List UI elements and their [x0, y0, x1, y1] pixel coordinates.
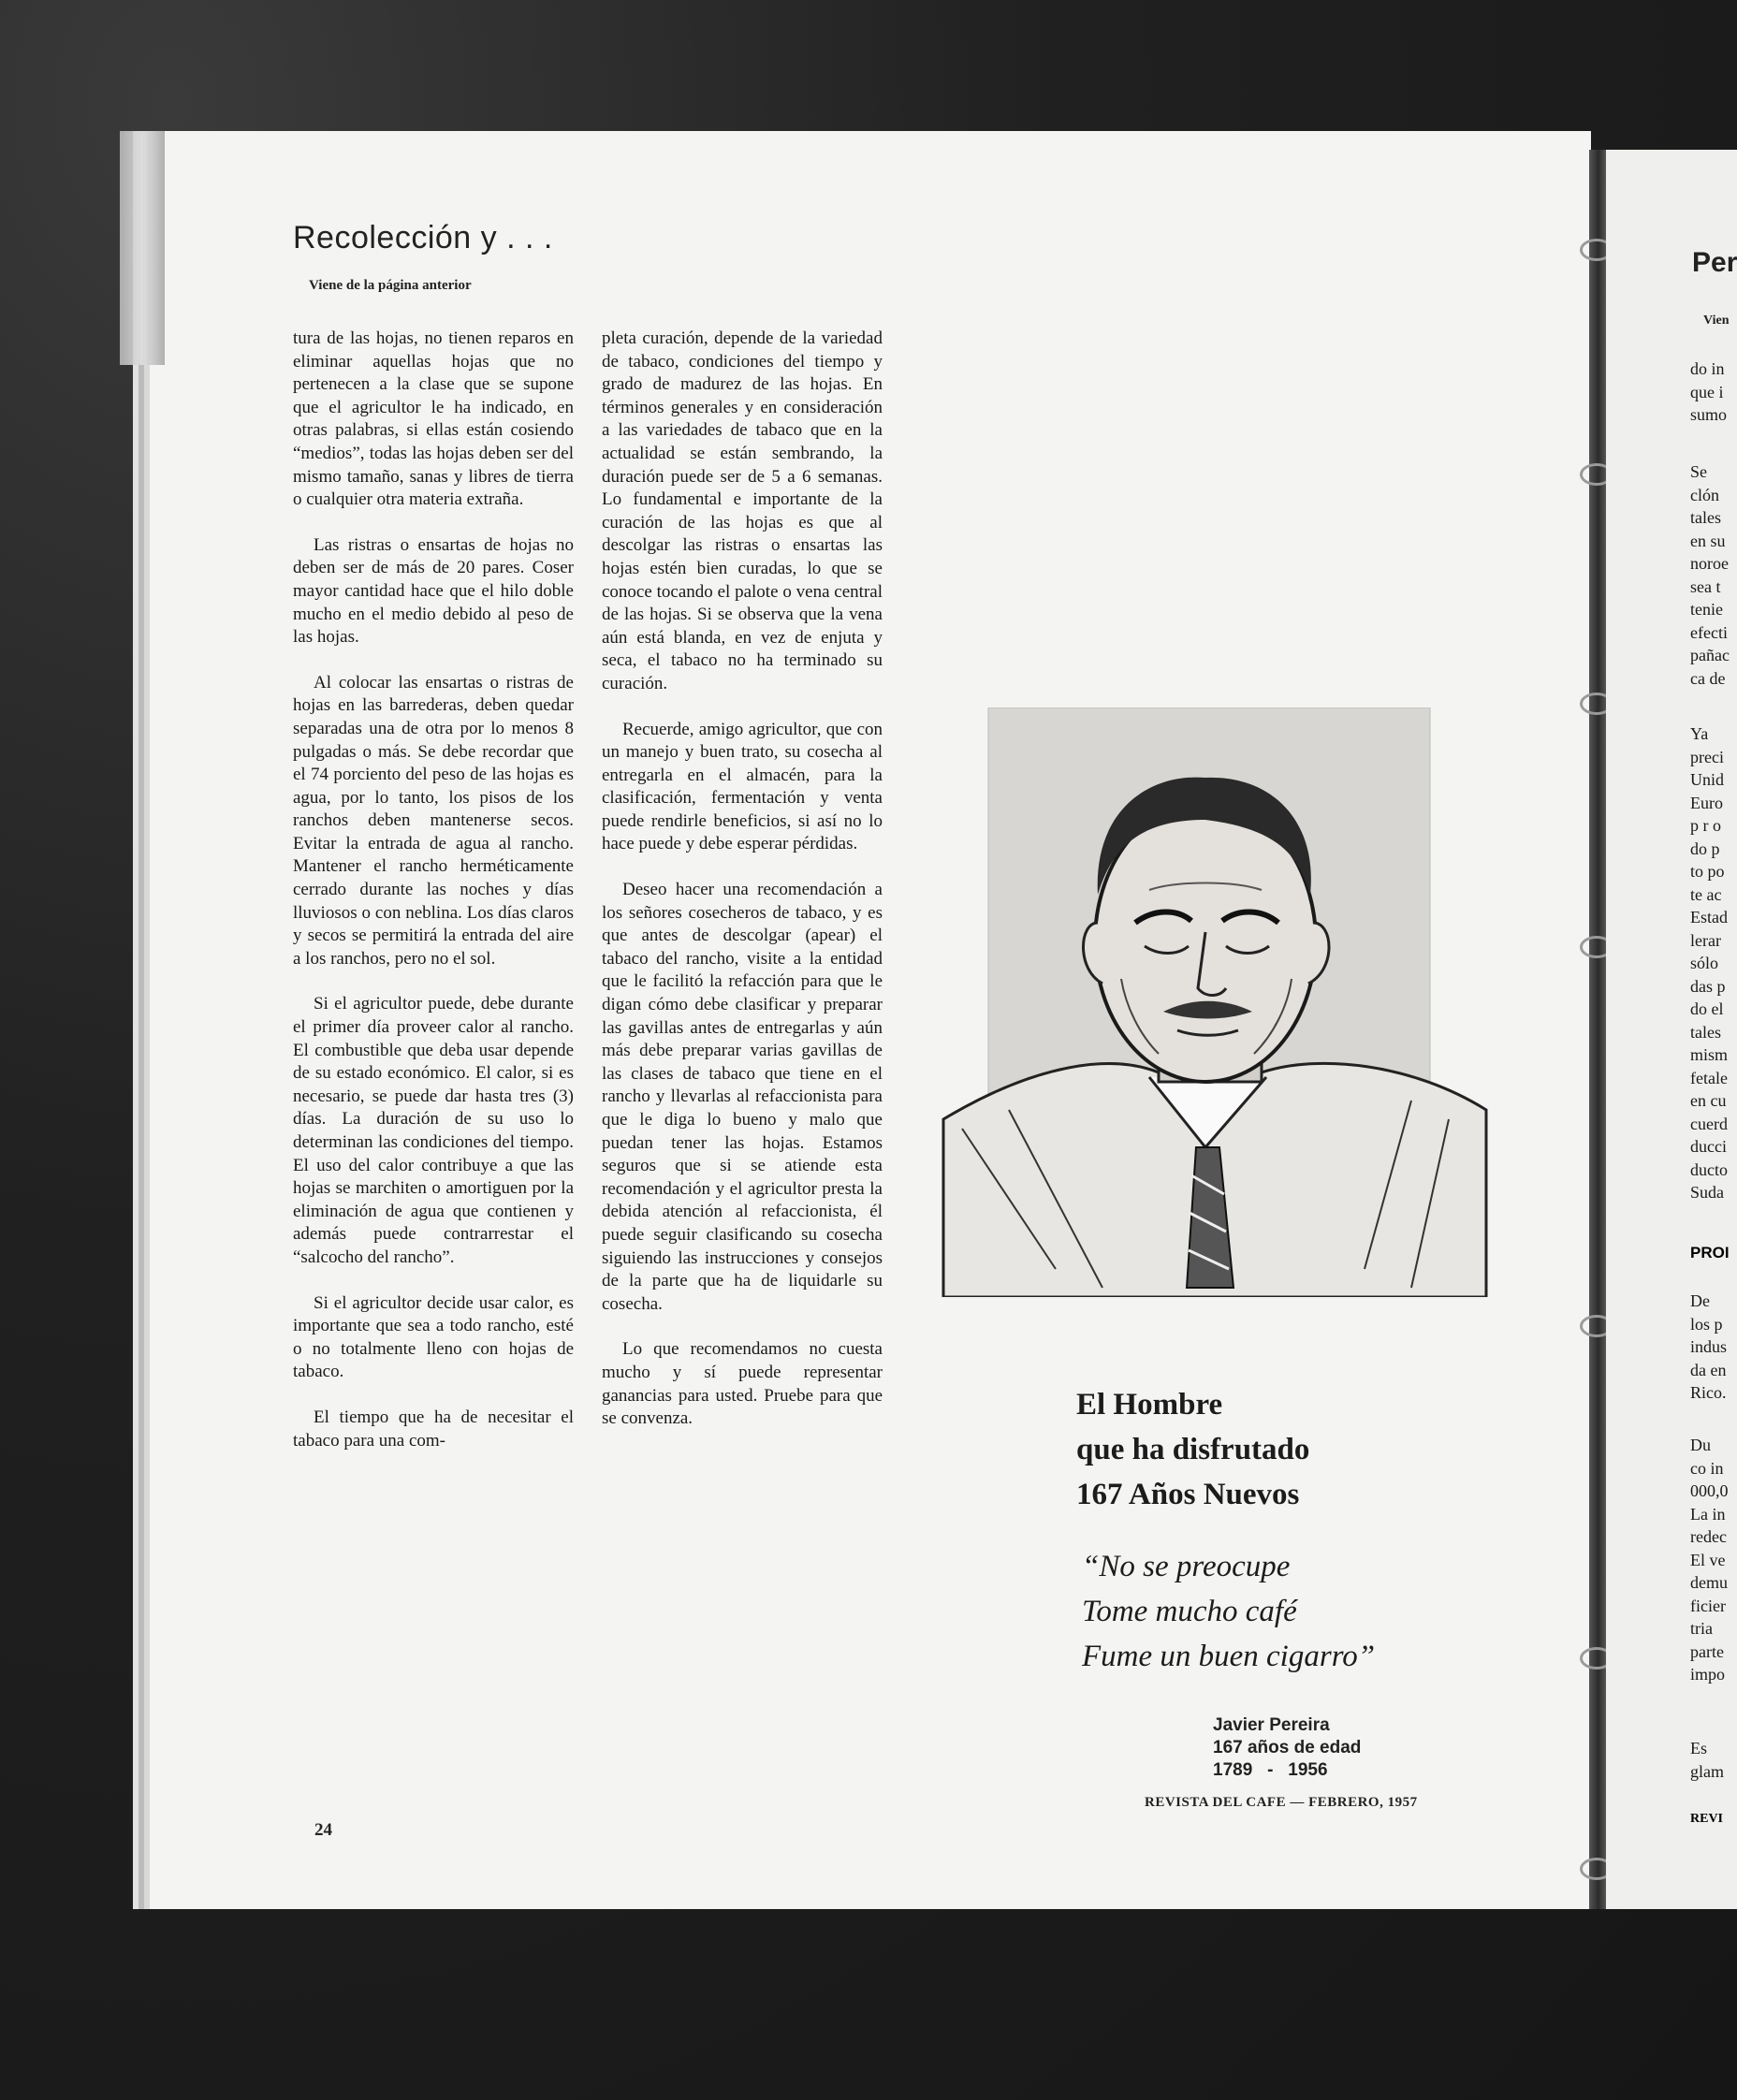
text-fragment: do in	[1690, 359, 1725, 378]
text-fragment: ducci	[1690, 1137, 1727, 1156]
text-fragment: los p	[1690, 1314, 1723, 1334]
text-fragment: El ve	[1690, 1550, 1726, 1569]
text-fragment: noroe	[1690, 554, 1729, 573]
text-column-2	[602, 328, 883, 1453]
quote-line: “No se preocupe	[1082, 1550, 1291, 1583]
text-fragment: demu	[1690, 1573, 1728, 1592]
text-fragment: impo	[1690, 1665, 1726, 1684]
attribution	[1213, 1714, 1361, 1782]
text-fragment: Se	[1690, 462, 1707, 481]
text-fragment: Ya	[1690, 724, 1709, 743]
text-fragment: sólo	[1690, 954, 1719, 972]
text-fragment: redec	[1690, 1527, 1727, 1546]
text-fragment: pañac	[1690, 646, 1730, 664]
portrait-sketch	[925, 707, 1496, 1297]
continued-from-note: Viene de la página anterior	[309, 278, 472, 293]
text-fragment: cuerd	[1690, 1114, 1728, 1133]
attribution-age: 167 años de edad	[1213, 1738, 1362, 1757]
text-fragment: Unid	[1690, 770, 1724, 789]
attribution-name: Javier Pereira	[1213, 1715, 1330, 1735]
text-fragment: ducto	[1690, 1159, 1728, 1179]
text-fragment: ficier	[1690, 1596, 1726, 1615]
page-number: 24	[314, 1820, 332, 1840]
text-fragment: tenie	[1690, 600, 1723, 619]
text-fragment: tria	[1690, 1619, 1713, 1638]
text-fragment: do el	[1690, 999, 1724, 1018]
text-fragment: p r o	[1690, 816, 1721, 835]
paragraph: Recuerde, amigo agricultor, que con un manejo y buen trato, su cosecha al entregarla en el almacén, para la clasificación, fermentación y venta puede rendirle beneficios, si así no lo hace puede y debe esperar pérdidas.	[602, 719, 883, 854]
right-page-title-fragment: Per	[1692, 247, 1737, 278]
text-fragment: ca de	[1690, 668, 1726, 688]
text-fragment: Du	[1690, 1436, 1711, 1454]
paragraph: Las ristras o ensartas de hojas no deben ser de más de 20 pares. Coser mayor cantidad hace que el hilo doble mucho en el medio debido al peso de las hojas.	[293, 534, 574, 648]
caption-title-line: que ha disfrutado	[1076, 1433, 1310, 1466]
text-fragment: 000,0	[1690, 1481, 1729, 1500]
caption-title	[1076, 1382, 1451, 1517]
paragraph: El tiempo que ha de necesitar el tabaco para una com-	[293, 1407, 574, 1451]
right-page-heading-fragment: PROI	[1690, 1244, 1730, 1261]
text-fragment: Suda	[1690, 1183, 1724, 1202]
text-fragment: do p	[1690, 839, 1720, 858]
text-fragment: La in	[1690, 1504, 1726, 1524]
quote-line: Tome mucho café	[1082, 1595, 1297, 1628]
text-fragment: tales	[1690, 1022, 1721, 1042]
text-fragment: das p	[1690, 976, 1726, 996]
text-fragment: indus	[1690, 1337, 1728, 1356]
portrait-illustration	[925, 707, 1496, 1297]
paragraph: Al colocar las ensartas o ristras de hojas en las barrederas, deben quedar separadas una de otra por lo menos 8 pulgadas o más. Se debe recordar que el 74 porciento del peso de las hojas es agua, por lo tanto, los pisos de los ranchos deben mantenerse secos. Evitar la entrada de agua al rancho. Mantener el rancho herméticamente cerrado durante las noches y días lluviosos o con neblina. Los días claros y secos se permitirá la entrada del aire a los ranchos, pero no el sol.	[293, 672, 574, 969]
text-fragment: te ac	[1690, 884, 1722, 904]
text-fragment: Euro	[1690, 793, 1723, 812]
text-fragment: parte	[1690, 1641, 1724, 1661]
paragraph: tura de las hojas, no tienen reparos en eliminar aquellas hojas que no pertenecen a la clase que se supone que el agricultor le ha indicado, en otras palabras, si ellas están cosiendo “medios”, todas las hojas deben ser del mismo tamaño, sanas y libres de tierra o cualquier otra materia extraña.	[293, 328, 574, 510]
text-fragment: lerar	[1690, 930, 1721, 950]
text-fragment: glam	[1690, 1761, 1724, 1781]
right-page-text-block	[1690, 1434, 1737, 1686]
text-fragment: Estad	[1690, 908, 1728, 926]
right-page-text-block	[1690, 357, 1737, 427]
text-fragment: mism	[1690, 1045, 1729, 1064]
text-fragment: preci	[1690, 747, 1724, 766]
paragraph: pleta curación, depende de la variedad de tabaco, condiciones del tiempo y grado de madurez de las hojas. En términos generales y en consideración a las variedades de tabaco que en la actualidad se están sembrando, la duración puede ser de 5 a 6 semanas. Lo fundamental e importante de la curación de las hojas es que al descolgar las ristras o ensartas las hojas estén bien curadas, lo que se conoce tocando el palote o vena central de las hojas. Si se observa que la vena aún está blanda, en vez de enjuta y seca, el tabaco no ha terminado su curación.	[602, 328, 883, 693]
article-title: Recolección y . . .	[293, 220, 553, 255]
text-fragment: sea t	[1690, 576, 1721, 596]
text-fragment: Rico.	[1690, 1383, 1727, 1402]
right-page-text-block	[1690, 1737, 1737, 1783]
text-fragment: co in	[1690, 1458, 1724, 1478]
caption-quote	[1082, 1544, 1475, 1679]
tape-strip	[120, 131, 165, 365]
text-fragment: sumo	[1690, 405, 1728, 424]
right-page-footer-fragment: REVI	[1690, 1812, 1724, 1826]
paragraph: Si el agricultor decide usar calor, es importante que sea a todo rancho, esté o no totalmente lleno con hojas de tabaco.	[293, 1292, 574, 1382]
text-fragment: en su	[1690, 531, 1726, 550]
right-page-text-block	[1690, 1290, 1737, 1405]
text-fragment: en cu	[1690, 1091, 1727, 1110]
text-fragment: fetale	[1690, 1068, 1728, 1087]
right-page-text-block	[1690, 722, 1737, 1204]
paragraph: Lo que recomendamos no cuesta mucho y sí puede representar ganancias para usted. Pruebe para que se convenza.	[602, 1339, 883, 1429]
text-fragment: clón	[1690, 485, 1719, 504]
quote-line: Fume un buen cigarro”	[1082, 1640, 1376, 1673]
text-column-1	[293, 328, 574, 1475]
attribution-years: 1789 - 1956	[1213, 1760, 1328, 1780]
right-page-text-block	[1690, 460, 1737, 690]
text-fragment: to po	[1690, 862, 1725, 881]
caption-title-line: El Hombre	[1076, 1388, 1223, 1422]
text-fragment: efecti	[1690, 622, 1728, 642]
text-fragment: que i	[1690, 382, 1724, 401]
page-footer: REVISTA DEL CAFE — FEBRERO, 1957	[1145, 1795, 1418, 1810]
paragraph: Deseo hacer una recomendación a los señores cosecheros de tabaco, y es que antes de descolgar (apear) el tabaco del rancho, visite a la entidad que le facilitó la refacción para que le digan cómo debe clasificar y preparar las gavillas antes de entregarlas y aún más debe preparar varias gavillas de las clases de tabaco que tiene en el rancho y llevarlas al refaccionista para que le diga lo bueno y malo que puedan tener las hojas. Estamos seguros que si se atiende esta recomendación y el agricultor presta la debida atención al refaccionista, él puede seguir clasificando su cosecha siguiendo las instrucciones y consejos de la parte que ha de liquidarle su cosecha.	[602, 880, 883, 1314]
text-fragment: De	[1690, 1291, 1710, 1310]
text-fragment: tales	[1690, 508, 1721, 527]
paragraph: Si el agricultor puede, debe durante el primer día proveer calor al rancho. El combustible que deba usar depende de su estado económico. El calor, si es necesario, se puede dar hasta tres (3) días. La duración de su uso lo determinan las condiciones del tiempo. El uso del calor contribuye a que las hojas se marchiten o amortiguen por la eliminación de agua que contienen y además puede contrarrestar el “salcocho del rancho”.	[293, 994, 574, 1267]
right-page-subtitle-fragment: Vien	[1703, 314, 1730, 328]
text-fragment: da en	[1690, 1360, 1727, 1379]
text-fragment: Es	[1690, 1739, 1707, 1757]
caption-title-line: 167 Años Nuevos	[1076, 1478, 1300, 1511]
